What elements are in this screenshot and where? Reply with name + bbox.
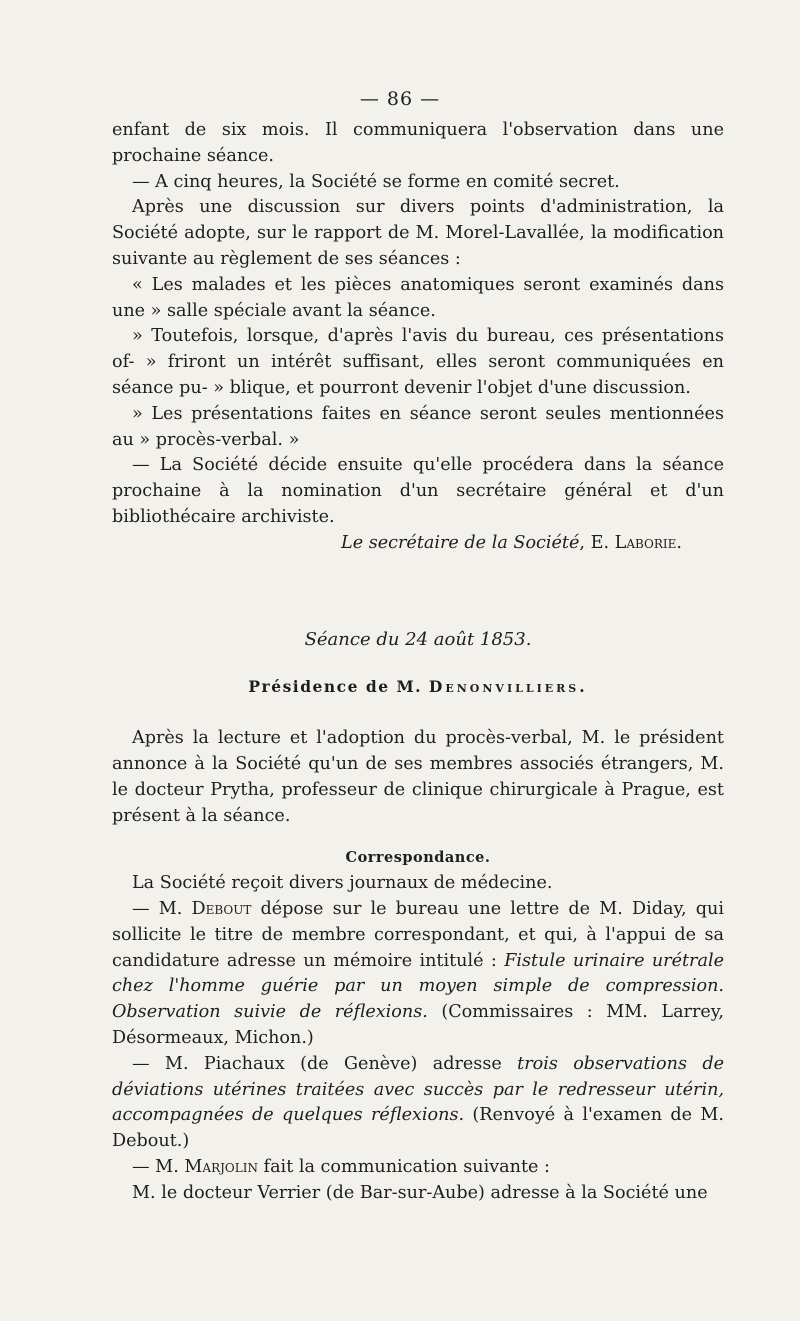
correspondance-item [112,1155,724,1181]
paragraph: — La Société décide ensuite qu'elle procédera dans la séance prochaine à la nomination d'un secrétaire général et d'un bibliothécaire archiviste. [112,455,724,527]
paragraph: — A cinq heures, la Société se forme en comité secret. [132,171,620,192]
rule-quote: « Les malades et les pièces anatomiques seront examinés dans une » salle spéciale avant la séance. [112,274,724,321]
text: fait la communication suivante : [257,1156,550,1177]
text: (Renvoyé à l'examen de M. Debout.) [112,1105,724,1152]
paragraph: enfant de six mois. Il communiquera l'observation dans une prochaine séance. [112,120,724,166]
rule-quote: » Les présentations faites en séance seront seules mentionnées au » procès-verbal. » [112,403,724,450]
observation-title: trois observations de déviations utérines traitées avec succès par le redresseur utérin, accompagnées de quelques réflexions. [112,1053,724,1126]
correspondance-heading: Correspondance. [345,849,491,867]
member-name: Debout [191,898,252,919]
correspondance-item: La Société reçoit divers journaux de médecine. [132,873,553,894]
president-name: Denonvilliers. [428,677,588,697]
correspondance-item [112,897,724,1052]
text: — M. [132,1156,185,1177]
page-number: — 86 — [359,88,441,110]
text: dépose sur le bureau une lettre de M. Diday, qui sollicite le titre de membre correspondant, et qui, à l'appui de sa candidature adresse un mémoire intitulé : [112,898,724,971]
paragraph: Après la lecture et l'adoption du procès-verbal, M. le président annonce à la Société qu'un de ses membres associés étrangers, M. le docteur Prytha, professeur de clinique chirurgicale à Prague, est présent à la séance. [112,728,724,826]
paragraph: Après une discussion sur divers points d'administration, la Société adopte, sur le rapport de M. Morel-Lavallée, la modification suivante au règlement de ses séances : [112,197,724,269]
text: (Commissaires : MM. Larrey, Désormeaux, Michon.) [112,1002,724,1048]
correspondance-item [112,1052,724,1155]
rule-quote: » Toutefois, lorsque, d'après l'avis du bureau, ces présentations of- » friront un intérêt suffisant, elles seront communiquées en séance pu- » blique, et pourront devenir l'objet d'une discussion. [112,326,724,398]
signature-sep: , [579,532,591,553]
member-name: Marjolin [184,1156,258,1177]
presidence-prefix: Présidence de M. [248,677,429,697]
correspondance-item: M. le docteur Verrier (de Bar-sur-Aube) adresse à la Société une [132,1182,708,1203]
presidence-heading [112,674,724,700]
text: — M. [132,898,192,919]
seance-title: Séance du 24 août 1853. [304,628,532,650]
memoir-title: Fistule urinaire urétrale chez l'homme guérie par un moyen simple de compression. Observation suivie de réflexions. [112,950,724,1023]
signature [112,531,724,557]
text: — M. Piachaux (de Genève) adresse [132,1053,518,1074]
signature-name: E. Laborie. [590,532,682,553]
body-text [112,118,724,1206]
signature-role: Le secrétaire de la Société [341,532,580,553]
